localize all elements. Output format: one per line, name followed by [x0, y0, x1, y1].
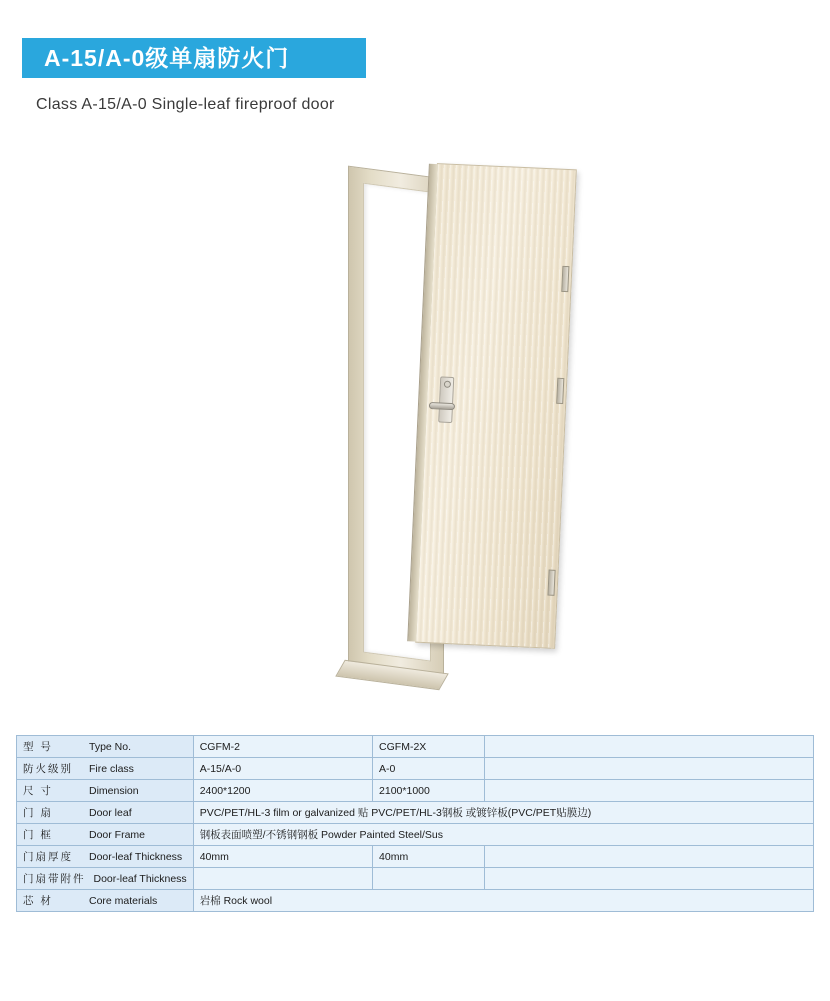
row-value-extra	[484, 758, 813, 780]
row-label-cn: 门扇带附件	[23, 873, 86, 885]
row-value-extra	[484, 868, 813, 890]
hinge-icon	[561, 266, 569, 292]
row-label-cn: 尺 寸	[23, 785, 53, 797]
row-value-type-2	[373, 868, 485, 890]
page-subtitle-en: Class A-15/A-0 Single-leaf fireproof door	[36, 96, 335, 113]
row-label	[17, 846, 194, 868]
door-handle	[429, 402, 455, 410]
row-label	[17, 890, 194, 912]
table-row	[17, 758, 814, 780]
title-banner	[22, 38, 366, 78]
hinge-icon	[547, 570, 555, 596]
row-label-cn: 型 号	[23, 741, 53, 753]
row-value-merged: 岩棉 Rock wool	[193, 890, 813, 912]
specification-table	[16, 735, 814, 912]
row-value-type-2: 2100*1000	[373, 780, 485, 802]
row-value-extra	[484, 780, 813, 802]
row-label-en: Fire class	[89, 763, 134, 775]
page-title-cn: A-15/A-0级单扇防火门	[44, 44, 290, 71]
row-label-en: Door-leaf Thickness	[89, 851, 183, 863]
row-label	[17, 824, 194, 846]
row-value-type-2: 40mm	[373, 846, 485, 868]
row-label-cn: 门扇厚度	[23, 851, 73, 863]
table-row	[17, 868, 814, 890]
row-label-cn: 门 框	[23, 829, 53, 841]
row-value-merged: 钢板表面喷塑/不锈钢钢板 Powder Painted Steel/Sus	[193, 824, 813, 846]
row-value-type-1: 2400*1200	[193, 780, 372, 802]
table-row	[17, 736, 814, 758]
row-label-cn: 门 扇	[23, 807, 53, 819]
table-row	[17, 802, 814, 824]
row-value-extra	[484, 736, 813, 758]
row-value-type-2: A-0	[373, 758, 485, 780]
row-label-en: Door Frame	[89, 829, 146, 841]
row-label-en: Dimension	[89, 785, 139, 797]
door-leaf	[415, 163, 577, 649]
table-row	[17, 780, 814, 802]
row-label-en: Door leaf	[89, 807, 132, 819]
row-value-type-1: 40mm	[193, 846, 372, 868]
row-label	[17, 780, 194, 802]
row-value-type-1	[193, 868, 372, 890]
row-label	[17, 802, 194, 824]
door-illustration	[330, 160, 630, 680]
hinge-icon	[556, 378, 564, 404]
row-label-en: Core materials	[89, 895, 158, 907]
row-label	[17, 736, 194, 758]
row-label-cn: 防火级别	[23, 763, 73, 775]
row-label-en: Door-leaf Thickness	[93, 873, 187, 885]
row-value-merged: PVC/PET/HL-3 film or galvanized 贴 PVC/PET/HL-3钢板 或镀锌板(PVC/PET贴膜边)	[193, 802, 813, 824]
row-value-type-2: CGFM-2X	[373, 736, 485, 758]
row-label	[17, 868, 194, 890]
row-value-type-1: CGFM-2	[193, 736, 372, 758]
row-value-type-1: A-15/A-0	[193, 758, 372, 780]
row-label-en: Type No.	[89, 741, 132, 753]
table-row	[17, 846, 814, 868]
table-row	[17, 890, 814, 912]
row-label-cn: 芯 材	[23, 895, 53, 907]
row-label	[17, 758, 194, 780]
row-value-extra	[484, 846, 813, 868]
table-row	[17, 824, 814, 846]
